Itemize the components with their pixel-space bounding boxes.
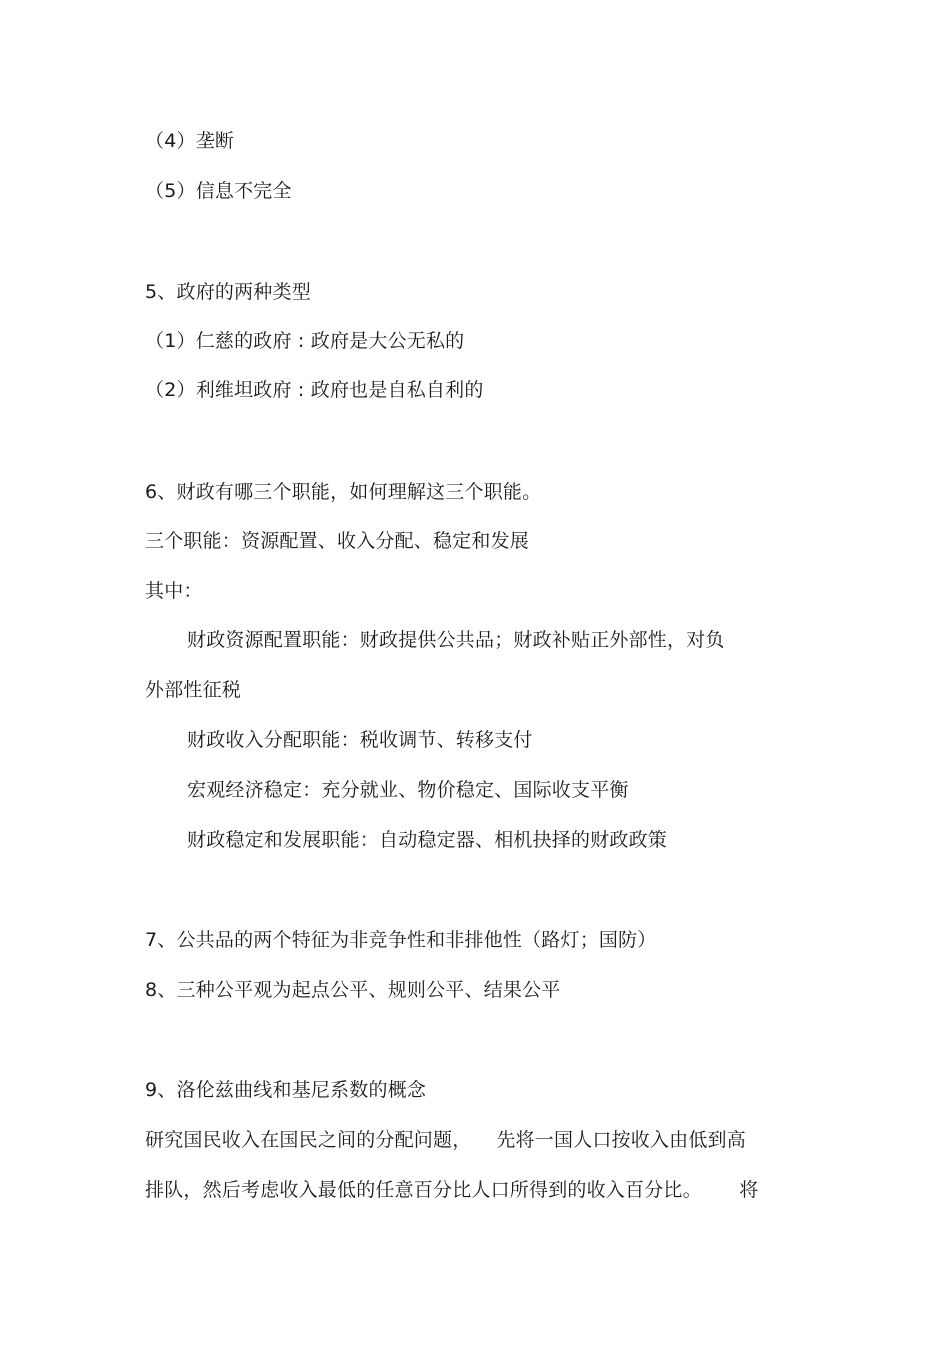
paragraph-allocation-function-cont: 外部性征税 [145, 679, 242, 701]
paragraph-among-them: 其中： [145, 580, 203, 602]
paragraph-stability-development: 财政稳定和发展职能：自动稳定器、相机抉择的财政政策 [187, 829, 668, 851]
list-item-incomplete-information: （5）信息不完全 [145, 180, 292, 202]
paragraph-allocation-function: 财政资源配置职能：财政提供公共品；财政补贴正外部性，对负 [187, 629, 725, 651]
section-heading-9: 9、洛伦兹曲线和基尼系数的概念 [145, 1079, 427, 1101]
list-item-leviathan-government: （2）利维坦政府 : 政府也是自私自利的 [145, 379, 484, 401]
section-heading-8: 8、三种公平观为起点公平、规则公平、结果公平 [145, 979, 561, 1001]
paragraph-three-functions: 三个职能：资源配置、收入分配、稳定和发展 [145, 530, 530, 552]
section-heading-5: 5、政府的两种类型 [145, 281, 311, 303]
list-item-benevolent-government: （1）仁慈的政府 : 政府是大公无私的 [145, 330, 465, 352]
paragraph-macro-stability: 宏观经济稳定：充分就业、物价稳定、国际收支平衡 [187, 779, 629, 801]
list-item-monopoly: （4）垄断 [145, 130, 235, 152]
section-heading-7: 7、公共品的两个特征为非竞争性和非排他性（路灯；国防） [145, 929, 657, 951]
paragraph-lorenz-1: 研究国民收入在国民之间的分配问题， 先将一国人口按收入由低到高 [145, 1129, 746, 1151]
paragraph-lorenz-2: 排队，然后考虑收入最低的任意百分比人口所得到的收入百分比。 将 [145, 1179, 759, 1201]
section-heading-6: 6、财政有哪三个职能，如何理解这三个职能。 [145, 481, 542, 503]
paragraph-distribution-function: 财政收入分配职能：税收调节、转移支付 [187, 729, 533, 751]
